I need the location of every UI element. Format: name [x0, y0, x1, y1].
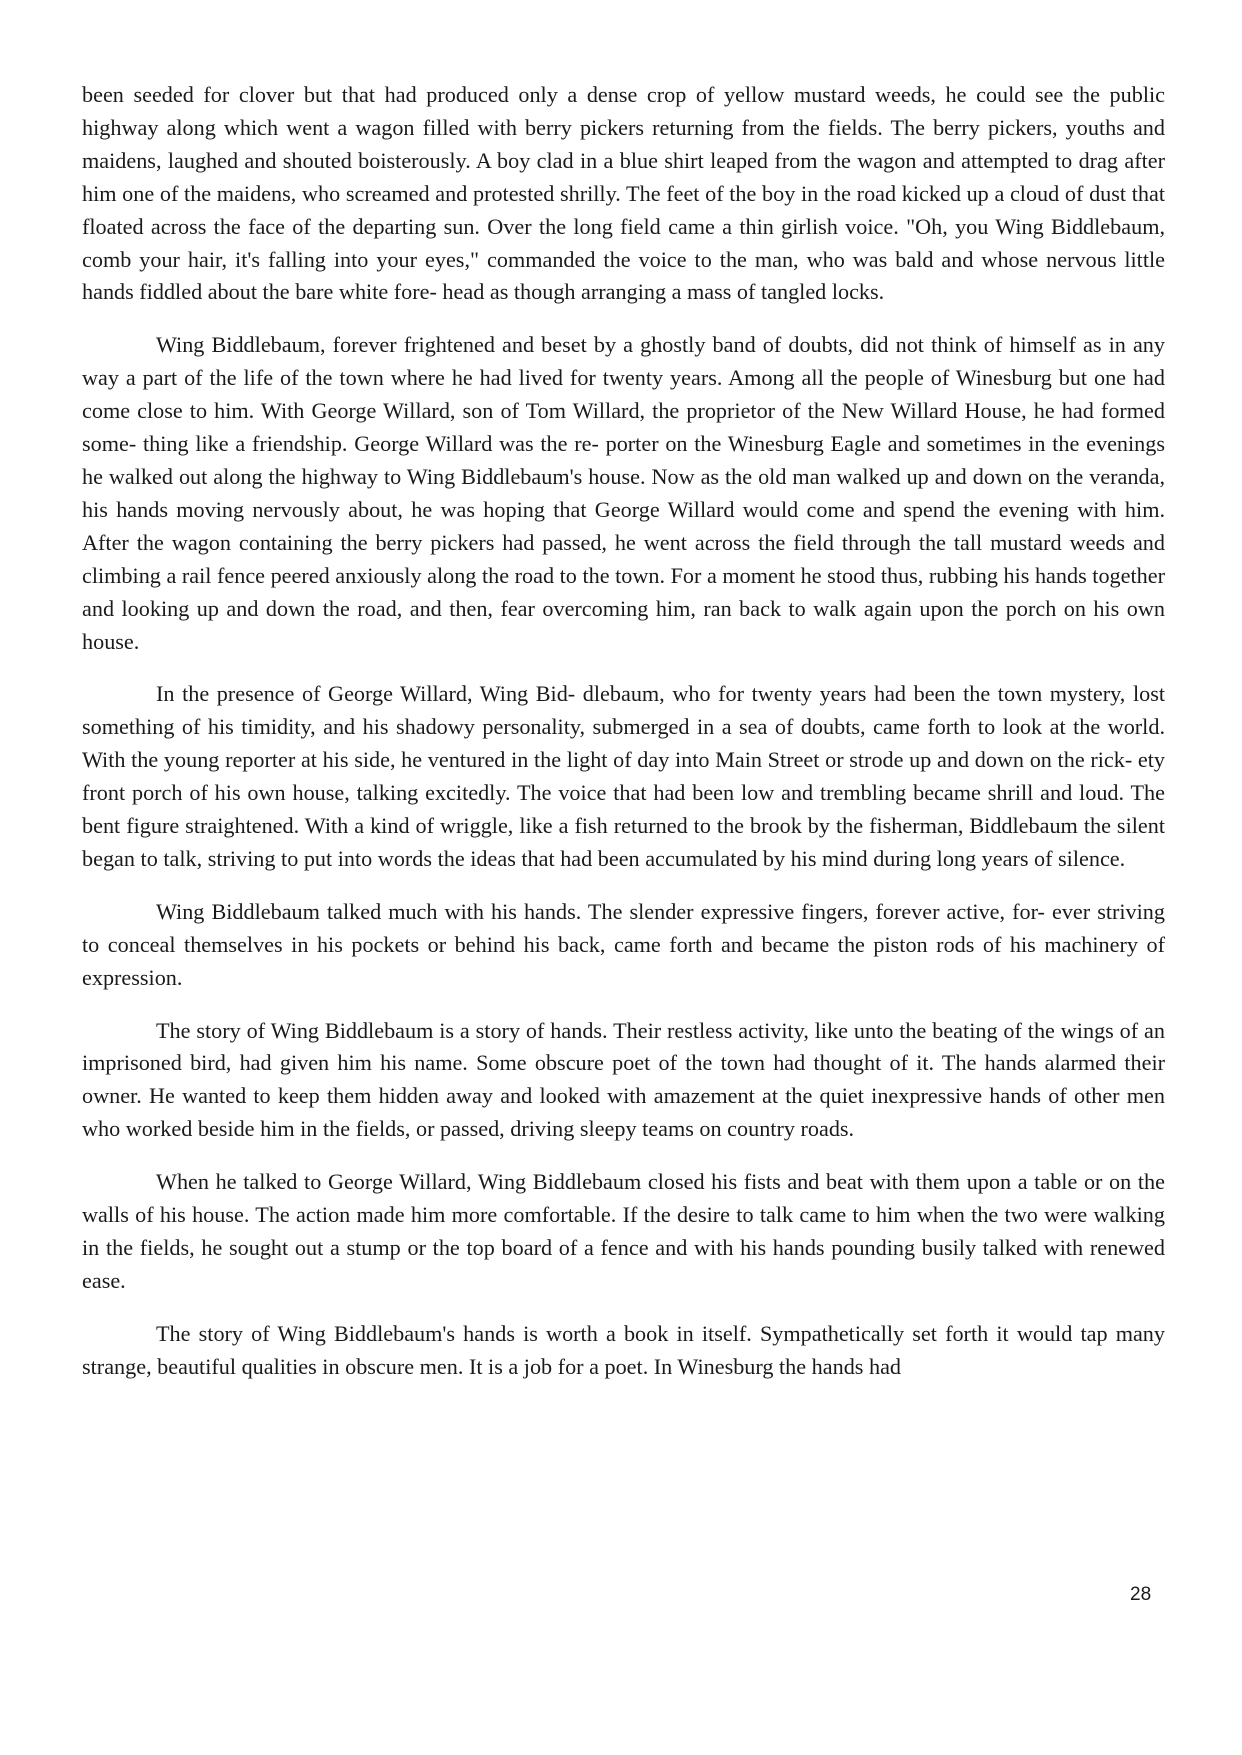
- paragraph-4: Wing Biddlebaum talked much with his hands. The slender expressive fingers, forever active, for- ever striving to conceal themselves in his pockets or behind his back, came forth and became the piston rods of his machinery of expression.: [82, 898, 1165, 990]
- paragraph-6: When he talked to George Willard, Wing Biddlebaum closed his fists and beat with them upon a table or on the walls of his house. The action made him more comfortable. If the desire to talk came to him when the two were walking in the fields, he sought out a stump or the top board of a fence and with his hands pounding busily talked with renewed ease.: [82, 1169, 1165, 1293]
- paragraph-5: The story of Wing Biddlebaum is a story of hands. Their restless activity, like unto the beating of the wings of an imprisoned bird, had given him his name. Some obscure poet of the town had thought of it. The hands alarmed their owner. He wanted to keep them hidden away and looked with amazement at the quiet inexpressive hands of other men who worked beside him in the fields, or passed, driving sleepy teams on country roads.: [82, 1017, 1165, 1142]
- paragraph-3: In the presence of George Willard, Wing Bid- dlebaum, who for twenty years had been the town mystery, lost something of his timidity, and his shadowy personality, submerged in a sea of doubts, came forth to look at the world. With the young reporter at his side, he ventured in the light of day into Main Street or strode up and down on the rick- ety front porch of his own house, talking excitedly. The voice that had been low and trembling became shrill and loud. The bent figure straightened. With a kind of wriggle, like a fish returned to the brook by the fisherman, Biddlebaum the silent began to talk, striving to put into words the ideas that had been accumulated by his mind during long years of silence.: [82, 681, 1165, 871]
- paragraph-7: The story of Wing Biddlebaum's hands is worth a book in itself. Sympathetically set forth it would tap many strange, beautiful qualities in obscure men. It is a job for a poet. In Winesburg the hands had: [82, 1320, 1165, 1379]
- paragraph-2: Wing Biddlebaum, forever frightened and beset by a ghostly band of doubts, did not think of himself as in any way a part of the life of the town where he had lived for twenty years. Among all the people of Winesburg but one had come close to him. With George Willard, son of Tom Willard, the proprietor of the New Willard House, he had formed some- thing like a friendship. George Willard was the re- porter on the Winesburg Eagle and sometimes in the evenings he walked out along the highway to Wing Biddlebaum's house. Now as the old man walked up and down on the veranda, his hands moving nervously about, he was hoping that George Willard would come and spend the evening with him. After the wagon containing the berry pickers had passed, he went across the field through the tall mustard weeds and climbing a rail fence peered anxiously along the road to the town. For a moment he stood thus, rubbing his hands together and looking up and down the road, and then, fear overcoming him, ran back to walk again upon the porch on his own house.: [82, 332, 1165, 654]
- body-text: [82, 79, 1165, 1404]
- paragraph-1: been seeded for clover but that had produced only a dense crop of yellow mustard weeds, he could see the public highway along which went a wagon filled with berry pickers returning from the fields. The berry pickers, youths and maidens, laughed and shouted boisterously. A boy clad in a blue shirt leaped from the wagon and attempted to drag after him one of the maidens, who screamed and protested shrilly. The feet of the boy in the road kicked up a cloud of dust that floated across the face of the departing sun. Over the long field came a thin girlish voice. "Oh, you Wing Biddlebaum, comb your hair, it's falling into your eyes," commanded the voice to the man, who was bald and whose nervous little hands fiddled about the bare white fore- head as though arranging a mass of tangled locks.: [82, 82, 1165, 305]
- page-number: 28: [1130, 1584, 1152, 1605]
